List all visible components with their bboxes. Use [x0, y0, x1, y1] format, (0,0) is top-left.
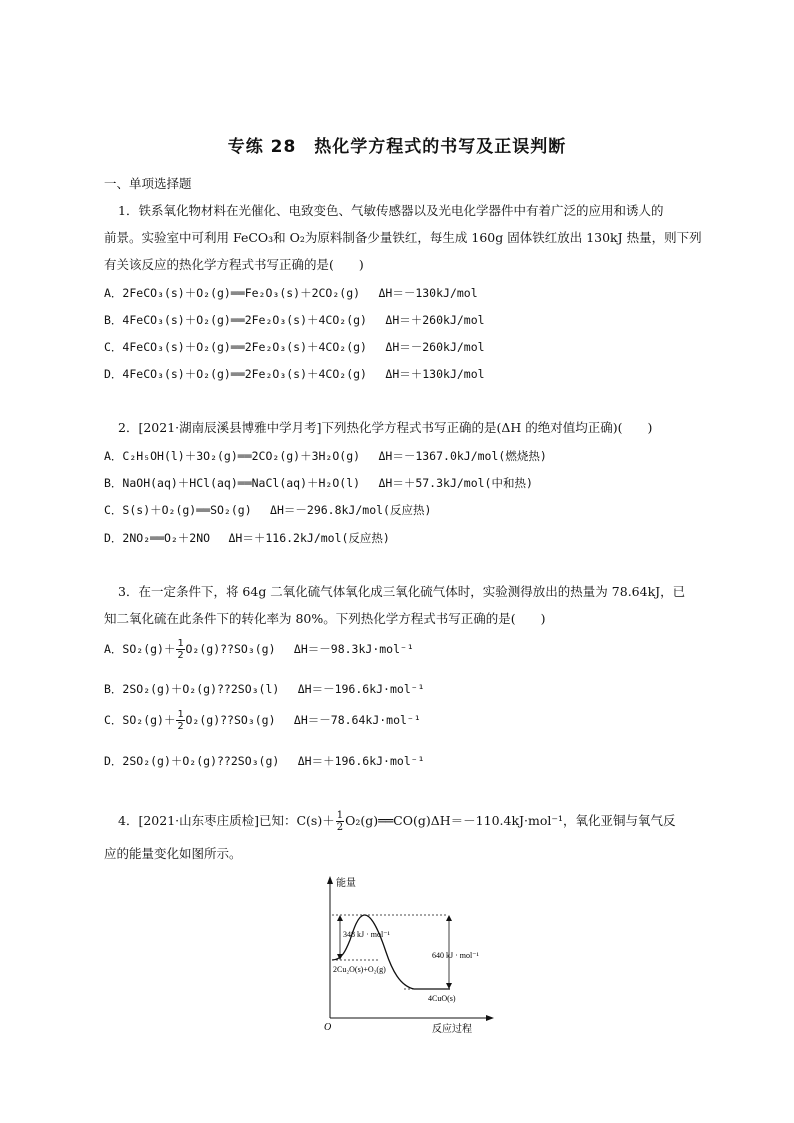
page-title: 专练 28 热化学方程式的书写及正误判断 — [227, 137, 567, 157]
q4-stem-line1 — [118, 810, 676, 833]
x-axis-label: 反应过程 — [432, 1024, 472, 1034]
q2-option-c: C．S(s)＋O₂(g)══SO₂(g) ΔH＝－296.8kJ/mol(反应热) — [104, 503, 432, 517]
y-axis-arrow-icon — [327, 876, 333, 884]
activation-energy-label: 348 kJ · mol⁻¹ — [343, 930, 390, 939]
q3-option-b: B．2SO₂(g)＋O₂(g)??2SO₃(l) ΔH＝－196.6kJ·mol⁻¹ — [104, 682, 425, 696]
origin-label: O — [324, 1022, 332, 1033]
x-axis-arrow-icon — [486, 1015, 494, 1021]
q3-option-a-pre: A．SO₂(g)＋ — [104, 642, 176, 656]
q3-stem-line1: 3．在一定条件下，将 64g 二氧化硫气体氧化成三氧化硫气体时，实验测得放出的热量为 78.64kJ，已 — [118, 584, 686, 599]
arrow-up-icon — [337, 915, 343, 921]
arrow-down-icon — [446, 983, 452, 989]
fraction-numerator: 1 — [177, 638, 184, 649]
fraction-denominator: 2 — [177, 650, 184, 661]
arrow-up-icon — [446, 915, 452, 921]
fraction-numerator: 1 — [177, 709, 184, 720]
q3-option-d: D．2SO₂(g)＋O₂(g)??2SO₃(g) ΔH＝＋196.6kJ·mol⁻¹ — [104, 754, 425, 768]
q4-stem-pre: 4．[2021·山东枣庄质检]已知：C(s)＋ — [118, 813, 335, 828]
q1-stem-line2: 前景。实验室中可利用 FeCO₃和 O₂为原料制备少量铁红，每生成 160g 固体铁红放出 130kJ 热量，则下列 — [104, 230, 702, 245]
q1-option-b: B．4FeCO₃(s)＋O₂(g)══2Fe₂O₃(s)＋4CO₂(g) ΔH＝＋260kJ/mol — [104, 313, 485, 327]
q1-stem-line3: 有关该反应的热化学方程式书写正确的是( ) — [104, 257, 364, 272]
q3-option-a — [104, 638, 414, 661]
energy-diagram — [318, 872, 498, 1034]
q1-option-a: A．2FeCO₃(s)＋O₂(g)══Fe₂O₃(s)＋2CO₂(g) ΔH＝－130kJ/mol — [104, 286, 478, 300]
q4-stem-post: O₂(g)══CO(g)ΔH＝－110.4kJ·mol⁻¹，氧化亚铜与氧气反 — [345, 813, 676, 828]
q2-stem: 2．[2021·湖南辰溪县博雅中学月考]下列热化学方程式书写正确的是(ΔH 的绝对值均正确)( ) — [118, 420, 653, 435]
q2-option-a: A．C₂H₅OH(l)＋3O₂(g)══2CO₂(g)＋3H₂O(g) ΔH＝－1367.0kJ/mol(燃烧热) — [104, 449, 547, 463]
q2-option-d: D．2NO₂══O₂＋2NO ΔH＝＋116.2kJ/mol(反应热) — [104, 531, 390, 545]
fraction-half — [336, 810, 344, 833]
q2-option-b: B．NaOH(aq)＋HCl(aq)══NaCl(aq)＋H₂O(l) ΔH＝＋57.3kJ/mol(中和热) — [104, 476, 533, 490]
y-axis-label: 能量 — [336, 878, 356, 889]
q3-option-c-pre: C．SO₂(g)＋ — [104, 713, 176, 727]
fraction-half — [176, 638, 184, 661]
q3-option-a-post: O₂(g)??SO₃(g) ΔH＝－98.3kJ·mol⁻¹ — [185, 642, 414, 656]
section-heading: 一、单项选择题 — [104, 176, 192, 191]
q1-option-c: C．4FeCO₃(s)＋O₂(g)══2Fe₂O₃(s)＋4CO₂(g) ΔH＝－260kJ/mol — [104, 340, 485, 354]
q3-stem-line2: 知二氧化硫在此条件下的转化率为 80%。下列热化学方程式书写正确的是( ) — [104, 611, 546, 626]
reactant-label: 2Cu₂O(s)+O₂(g) — [333, 965, 386, 974]
product-label: 4CuO(s) — [428, 994, 456, 1003]
q3-option-c — [104, 709, 421, 732]
q3-option-c-post: O₂(g)??SO₃(g) ΔH＝－78.64kJ·mol⁻¹ — [185, 713, 421, 727]
reverse-energy-label: 640 kJ · mol⁻¹ — [432, 951, 479, 960]
fraction-denominator: 2 — [177, 721, 184, 732]
fraction-numerator: 1 — [336, 810, 344, 821]
q1-option-d: D．4FeCO₃(s)＋O₂(g)══2Fe₂O₃(s)＋4CO₂(g) ΔH＝＋130kJ/mol — [104, 367, 485, 381]
q4-stem-line2: 应的能量变化如图所示。 — [104, 846, 242, 861]
fraction-denominator: 2 — [336, 822, 344, 833]
fraction-half — [176, 709, 184, 732]
q1-stem-line1: 1．铁系氧化物材料在光催化、电致变色、气敏传感器以及光电化学器件中有着广泛的应用和诱人的 — [118, 203, 664, 218]
